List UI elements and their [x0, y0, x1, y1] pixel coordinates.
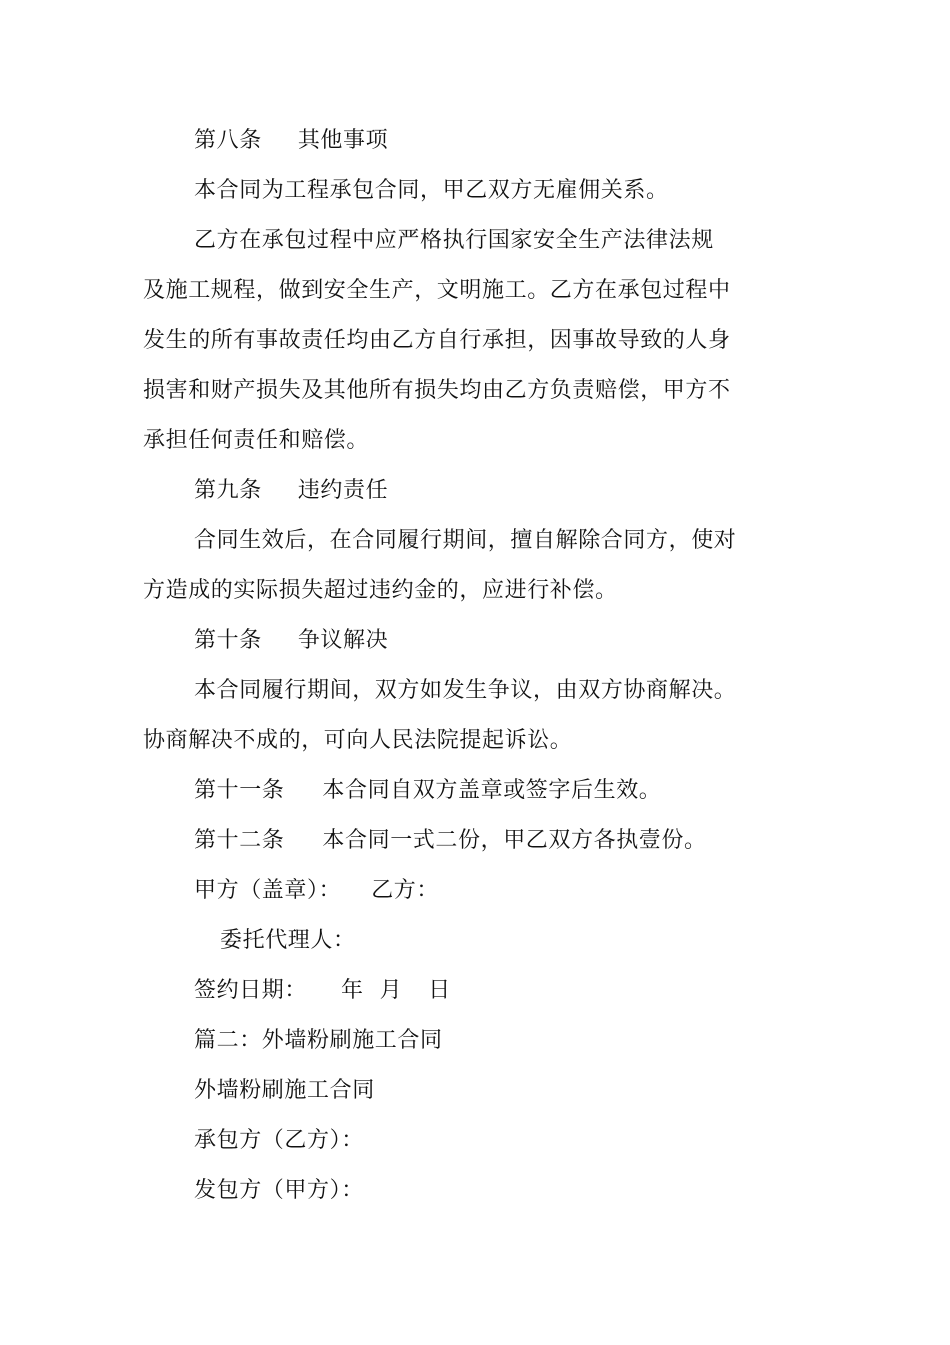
article-text: 本合同自双方盖章或签字后生效。 — [322, 778, 662, 803]
article-text: 本合同一式二份，甲乙双方各执壹份。 — [322, 828, 707, 853]
article-title: 违约责任 — [297, 478, 389, 503]
signing-date — [194, 976, 451, 1006]
party-a-label: 甲方（盖章）： — [194, 878, 342, 903]
paragraph-line: 本合同履行期间，双方如发生争议，由双方协商解决。 — [194, 678, 737, 703]
section-two-heading: 篇二：外墙粉刷施工合同 — [194, 1028, 443, 1053]
paragraph-line: 本合同为工程承包合同，甲乙双方无雇佣关系。 — [194, 178, 669, 203]
paragraph-line: 承担任何责任和赔偿。 — [143, 428, 370, 453]
employer-label: 发包方（甲方）： — [194, 1178, 364, 1203]
day-label: 日 — [428, 978, 451, 1003]
article-title: 其他事项 — [297, 128, 389, 153]
paragraph-line: 协商解决不成的，可向人民法院提起诉讼。 — [143, 728, 573, 753]
article-number: 第八条 — [194, 128, 262, 153]
article-title: 争议解决 — [297, 628, 389, 653]
paragraph-line: 方造成的实际损失超过违约金的，应进行补偿。 — [143, 578, 618, 603]
date-label: 签约日期： — [194, 978, 308, 1003]
article-12 — [194, 826, 707, 856]
article-number: 第九条 — [194, 478, 262, 503]
contract-title: 外墙粉刷施工合同 — [194, 1078, 375, 1103]
paragraph-line: 及施工规程，做到安全生产，文明施工。乙方在承包过程中 — [143, 278, 731, 303]
month-label: 月 — [379, 978, 403, 1003]
paragraph-line: 发生的所有事故责任均由乙方自行承担，因事故导致的人身 — [143, 328, 731, 353]
party-b-label: 乙方： — [371, 878, 440, 903]
article-number: 第十二条 — [194, 828, 285, 853]
article-9-heading — [194, 476, 388, 506]
signature-parties — [194, 876, 439, 906]
article-10-heading — [194, 626, 388, 656]
article-11 — [194, 776, 661, 806]
article-number: 第十条 — [194, 628, 262, 653]
article-number: 第十一条 — [194, 778, 285, 803]
agent-label: 委托代理人： — [220, 928, 356, 953]
contractor-label: 承包方（乙方）： — [194, 1128, 364, 1153]
year-label: 年 — [341, 978, 364, 1003]
paragraph-line: 乙方在承包过程中应严格执行国家安全生产法律法规 — [194, 228, 714, 253]
paragraph-line: 损害和财产损失及其他所有损失均由乙方负责赔偿，甲方不 — [143, 378, 731, 403]
article-8-heading — [194, 126, 388, 156]
paragraph-line: 合同生效后，在合同履行期间，擅自解除合同方，使对 — [194, 528, 737, 553]
